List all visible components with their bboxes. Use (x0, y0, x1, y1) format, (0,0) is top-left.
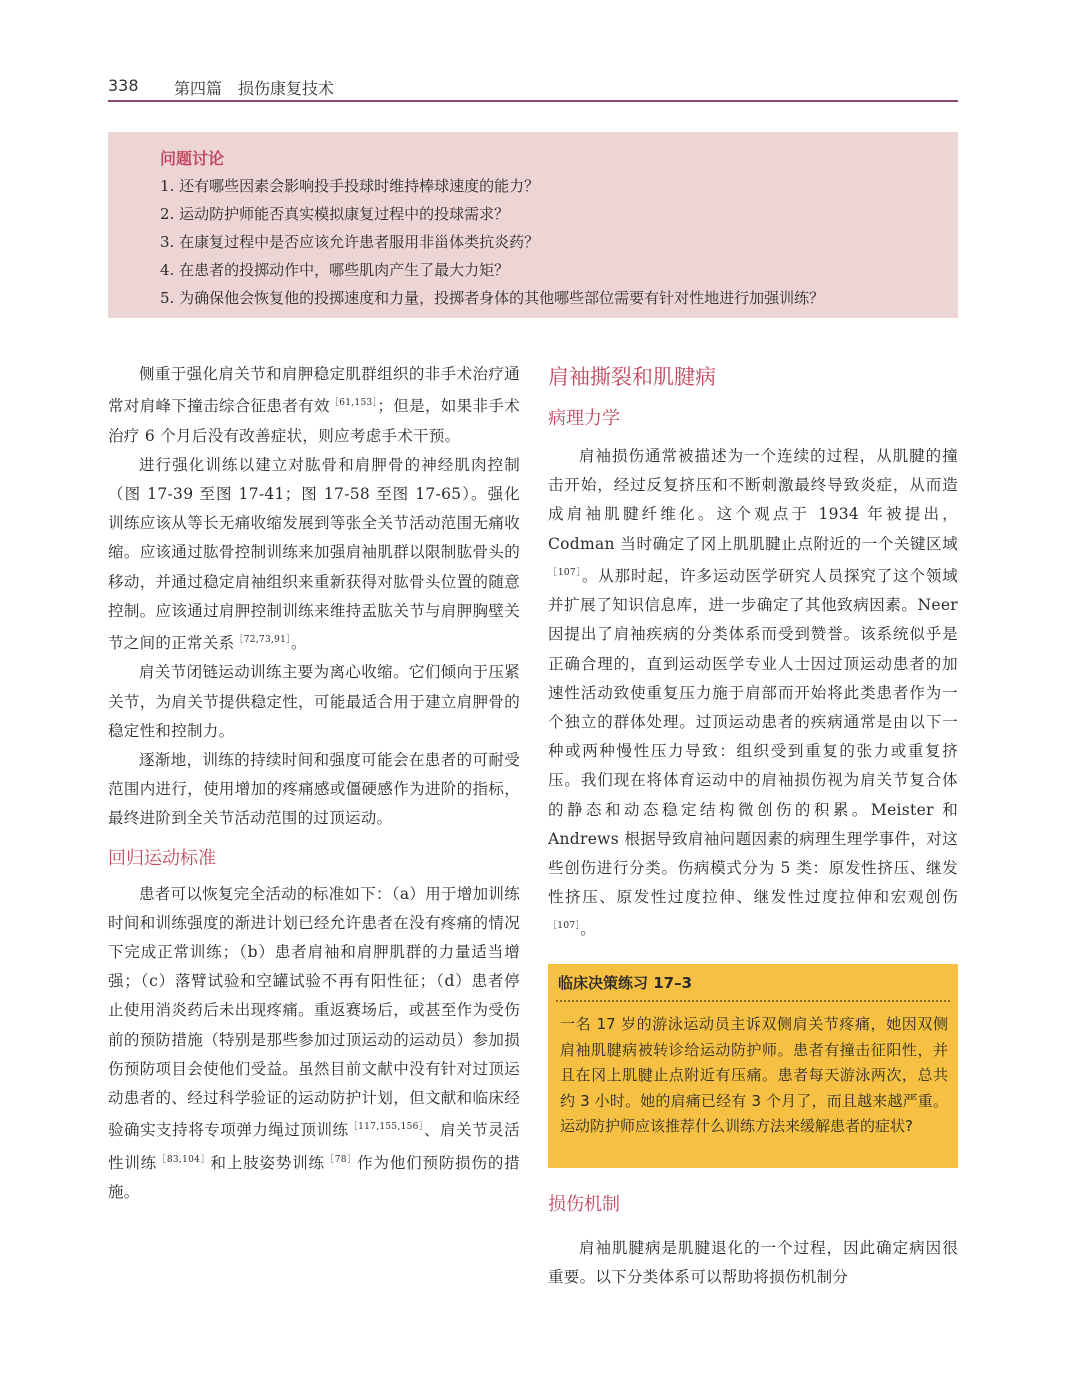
question-item: 2. 运动防护师能否真实模拟康复过程中的投球需求？ (160, 205, 510, 223)
dotted-divider (556, 1000, 950, 1002)
section-heading-return-to-play: 回归运动标准 (108, 847, 216, 869)
citation: ［61,153］ (329, 398, 378, 409)
discussion-title: 问题讨论 (160, 149, 225, 168)
citation: ［78］ (324, 1154, 358, 1165)
citation: ［107］ (548, 921, 581, 932)
page-header (108, 76, 958, 100)
paragraph: 侧重于强化肩关节和肩胛稳定肌群组织的非手术治疗通常对肩峰下撞击综合征患者有效$^{[61,153]}$；但是，如果非手术治疗 6 个月后没有改善症状，则应考虑手术干预。 (108, 365, 521, 445)
right-column-lower (548, 1190, 958, 1292)
header-rule (108, 100, 958, 102)
chapter-title: 第四篇 损伤康复技术 (174, 79, 335, 98)
discussion-questions-box (108, 132, 958, 318)
subsection-heading-injury-mechanism: 损伤机制 (548, 1194, 620, 1215)
paragraph: 进行强化训练以建立对肱骨和肩胛骨的神经肌肉控制（图 17-39 至图 17-41；图 17-58 至图 17-65）。强化训练应该从等长无痛收缩发展到等张全关节活动范围无痛收缩。应该通过肱骨控制训练来加强肩袖肌群以限制肱骨头的移动，并通过稳定肩袖组织来重新获得对肱骨头位置的随意控制。应该通过肩胛控制训练来维持盂肱关节与肩胛胸壁关节之间的正常关系$^{[72,73,91]}$。 (108, 455, 520, 653)
question-item: 3. 在康复过程中是否应该允许患者服用非甾体类抗炎药？ (160, 233, 540, 251)
citation: ［107］ (548, 567, 582, 578)
right-column (548, 360, 958, 945)
subsection-heading-pathomechanics: 病理力学 (548, 408, 620, 429)
clinical-decision-title: 临床决策练习 17–3 (558, 974, 693, 992)
section-heading-rotator-cuff: 肩袖撕裂和肌腱病 (548, 365, 716, 389)
question-item: 4. 在患者的投掷动作中，哪些肌肉产生了最大力矩？ (160, 261, 510, 279)
question-item: 5. 为确保他会恢复他的投掷速度和力量，投掷者身体的其他哪些部位需要有针对性地进行加强训练？ (160, 289, 825, 307)
paragraph: 肩袖肌腱病是肌腱退化的一个过程，因此确定病因很重要。以下分类体系可以帮助将损伤机制分 (548, 1239, 958, 1287)
left-column (108, 360, 520, 1207)
paragraph: 肩袖损伤通常被描述为一个连续的过程，从肌腱的撞击开始，经过反复挤压和不断刺激最终导致炎症，从而造成肩袖肌腱纤维化。这个观点于 1934 年被提出，Codman 当时确定了冈上肌肌腱止点附近的一个关键区域$^{[107]}$。从那时起，许多运动医学研究人员探究了这个领域并扩展了知识信息库，进一步确定了其他致病因素。Neer 因提出了肩袖疾病的分类体系而受到赞誉。该系统似乎是正确合理的，直到运动医学专业人士因过顶运动患者的加速性活动致使重复压力施于肩部而开始将此类患者作为一个独立的群体处理。过顶运动患者的疾病通常是由以下一种或两种慢性压力导致：组织受到重复的张力或重复挤压。我们现在将体育运动中的肩袖损伤视为肩关节复合体的静态和动态稳定结构微创伤的积累。Meister 和 Andrews 根据导致肩袖问题因素的病理生理学事件，对这些创伤进行分类。伤病模式分为 5 类：原发性挤压、继发性挤压、原发性过度拉伸、继发性过度拉伸和宏观创伤$^{[107]}$。 (548, 447, 959, 939)
page-number: 338 (108, 76, 139, 95)
clinical-decision-text: 一名 17 岁的游泳运动员主诉双侧肩关节疼痛，她因双侧肩袖肌腱病被转诊给运动防护师。患者有撞击征阳性，并且在冈上肌腱止点附近有压痛。患者每天游泳两次，总共约 3 小时。她的肩痛已经有 3 个月了，而且越来越严重。运动防护师应该推荐什么训练方法来缓解患者的症状? (560, 1015, 948, 1135)
citation: ［117,155,156］ (348, 1122, 424, 1133)
citation: ［83,104］ (157, 1154, 211, 1165)
question-item: 1. 还有哪些因素会影响投手投球时维持棒球速度的能力？ (160, 177, 540, 195)
clinical-decision-box (548, 964, 958, 1168)
citation: ［72,73,91］ (234, 634, 291, 645)
paragraph: 患者可以恢复完全活动的标准如下：（a）用于增加训练时间和训练强度的渐进计划已经允许患者在没有疼痛的情况下完成正常训练；（b）患者肩袖和肩胛肌群的力量适当增强；（c）落臂试验和空罐试验不再有阳性征；（d）患者停止使用消炎药后未出现疼痛。重返赛场后，或甚至作为受伤前的预防措施（特别是那些参加过顶运动的运动员）参加损伤预防项目会使他们受益。虽然目前文献中没有针对过顶运动患者的、经过科学验证的运动防护计划，但文献和临床经验确实支持将专项弹力绳过顶训练$^{[117,155,156]}$、肩关节灵活性训练$^{[83,104]}$和上肢姿势训练$^{[78]}$作为他们预防损伤的措施。 (108, 884, 520, 1201)
paragraph: 逐渐地，训练的持续时间和强度可能会在患者的可耐受范围内进行，使用增加的疼痛感或僵硬感作为进阶的指标，最终进阶到全关节活动范围的过顶运动。 (108, 750, 520, 828)
paragraph: 肩关节闭链运动训练主要为离心收缩。它们倾向于压紧关节，为肩关节提供稳定性，可能最适合用于建立肩胛骨的稳定性和控制力。 (108, 663, 520, 740)
